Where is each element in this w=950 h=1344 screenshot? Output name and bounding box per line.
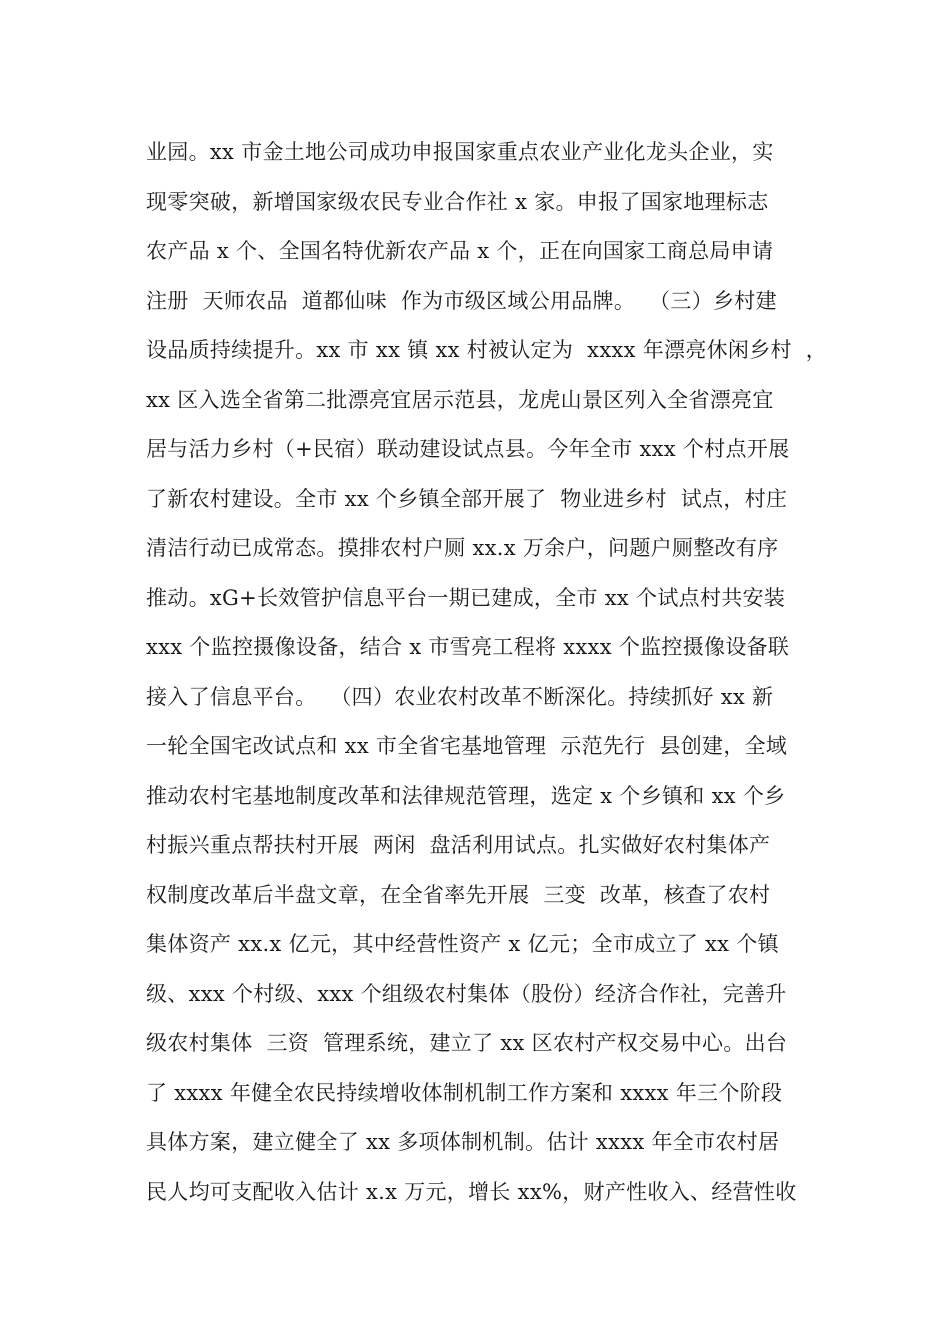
text-line: 清洁行动已成常态。摸排农村户厕 xx.x 万余户，问题户厕整改有序 xyxy=(146,536,779,560)
text-line: 具体方案，建立健全了 xx 多项体制机制。估计 xxxx 年全市农村居 xyxy=(146,1130,780,1154)
text-line: 级农村集体 三资 管理系统，建立了 xx 区农村产权交易中心。出台 xyxy=(146,1031,788,1055)
text-line: xxx 个监控摄像设备，结合 x 市雪亮工程将 xxxx 个监控摄像设备联 xyxy=(146,635,790,659)
text-line: 注册 天师农品 道都仙味 作为市级区域公用品牌。 （三）乡村建 xyxy=(146,288,777,313)
text-line: 了 xxxx 年健全农民持续增收体制机制工作方案和 xxxx 年三个阶段 xyxy=(146,1080,783,1105)
text-line: 权制度改革后半盘文章，在全省率先开展 三变 改革，核查了农村 xyxy=(146,882,771,907)
text-line: 村振兴重点帮扶村开展 两闲 盘活利用试点。扎实做好农村集体产 xyxy=(146,833,771,857)
text-line: 推动。xG+长效管护信息平台一期已建成，全市 xx 个试点村共安装 xyxy=(146,585,786,610)
text-line: 级、xxx 个村级、xxx 个组级农村集体（股份）经济合作社，完善升 xyxy=(146,981,787,1006)
body-text xyxy=(146,128,836,1217)
text-line: 民人均可支配收入估计 x.x 万元，增长 xx%，财产性收入、经营性收 xyxy=(146,1179,797,1204)
text-line: 集体资产 xx.x 亿元，其中经营性资产 x 亿元；全市成立了 xx 个镇 xyxy=(146,932,779,956)
text-line: 推动农村宅基地制度改革和法律规范管理，选定 x 个乡镇和 xx 个乡 xyxy=(146,783,786,808)
text-line: 一轮全国宅改试点和 xx 市全省宅基地管理 示范先行 县创建，全域 xyxy=(146,734,788,758)
text-line: 设品质持续提升。xx 市 xx 镇 xx 村被认定为 xxxx 年漂亮休闲乡村 ， xyxy=(146,338,828,362)
text-line: 接入了信息平台。 （四）农业农村改革不断深化。持续抓好 xx 新 xyxy=(146,684,774,709)
text-line: 了新农村建设。全市 xx 个乡镇全部开展了 物业进乡村 试点，村庄 xyxy=(146,486,788,511)
text-line: 居与活力乡村（+民宿）联动建设试点县。今年全市 xxx 个村点开展 xyxy=(146,437,790,461)
text-line: 现零突破，新增国家级农民专业合作社 x 家。申报了国家地理标志 xyxy=(146,189,769,214)
text-line: 业园。xx 市金土地公司成功申报国家重点农业产业化龙头企业，实 xyxy=(146,140,774,164)
text-line: 农产品 x 个、全国名特优新农产品 x 个，正在向国家工商总局申请 xyxy=(146,239,774,263)
text-line: xx 区入选全省第二批漂亮宜居示范县，龙虎山景区列入全省漂亮宜 xyxy=(146,387,774,412)
